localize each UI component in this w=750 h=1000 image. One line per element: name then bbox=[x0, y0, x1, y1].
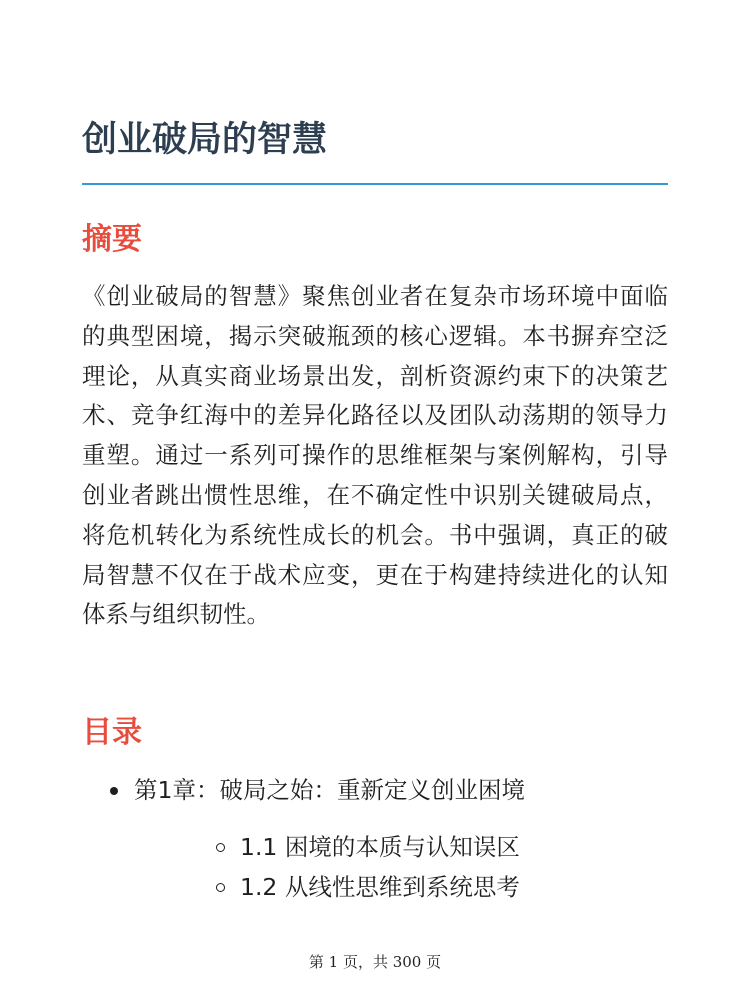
title-divider bbox=[82, 183, 668, 185]
bullet-disc-icon bbox=[110, 787, 118, 795]
toc-subsection-list bbox=[134, 827, 668, 907]
toc-section-1-1 bbox=[134, 827, 668, 867]
toc-heading: 目录 bbox=[82, 715, 142, 750]
bullet-circle-icon bbox=[216, 843, 225, 852]
toc-section-1-2 bbox=[134, 867, 668, 907]
abstract-text: 《创业破局的智慧》聚焦创业者在复杂市场环境中面临的典型困境，揭示突破瓶颈的核心逻辑。本书摒弃空泛理论，从真实商业场景出发，剖析资源约束下的决策艺术、竞争红海中的差异化路径以及团队动荡期的领导力重塑。通过一系列可操作的思维框架与案例解构，引导创业者跳出惯性思维，在不确定性中识别关键破局点，将危机转化为系统性成长的机会。书中强调，真正的破局智慧不仅在于战术应变，更在于构建持续进化的认知体系与组织韧性。 bbox=[82, 282, 668, 629]
book-title: 创业破局的智慧 bbox=[82, 120, 328, 160]
toc-section-label: 1.1 困境的本质与认知误区 bbox=[240, 833, 520, 861]
bullet-circle-icon bbox=[216, 883, 225, 892]
page-number-footer: 第 1 页，共 300 页 bbox=[308, 953, 442, 971]
table-of-contents bbox=[82, 770, 668, 907]
abstract-heading: 摘要 bbox=[82, 222, 142, 257]
toc-chapter-1 bbox=[82, 770, 668, 907]
toc-section-label: 1.2 从线性思维到系统思考 bbox=[240, 873, 520, 901]
toc-chapter-label: 第1章：破局之始：重新定义创业困境 bbox=[134, 776, 525, 804]
